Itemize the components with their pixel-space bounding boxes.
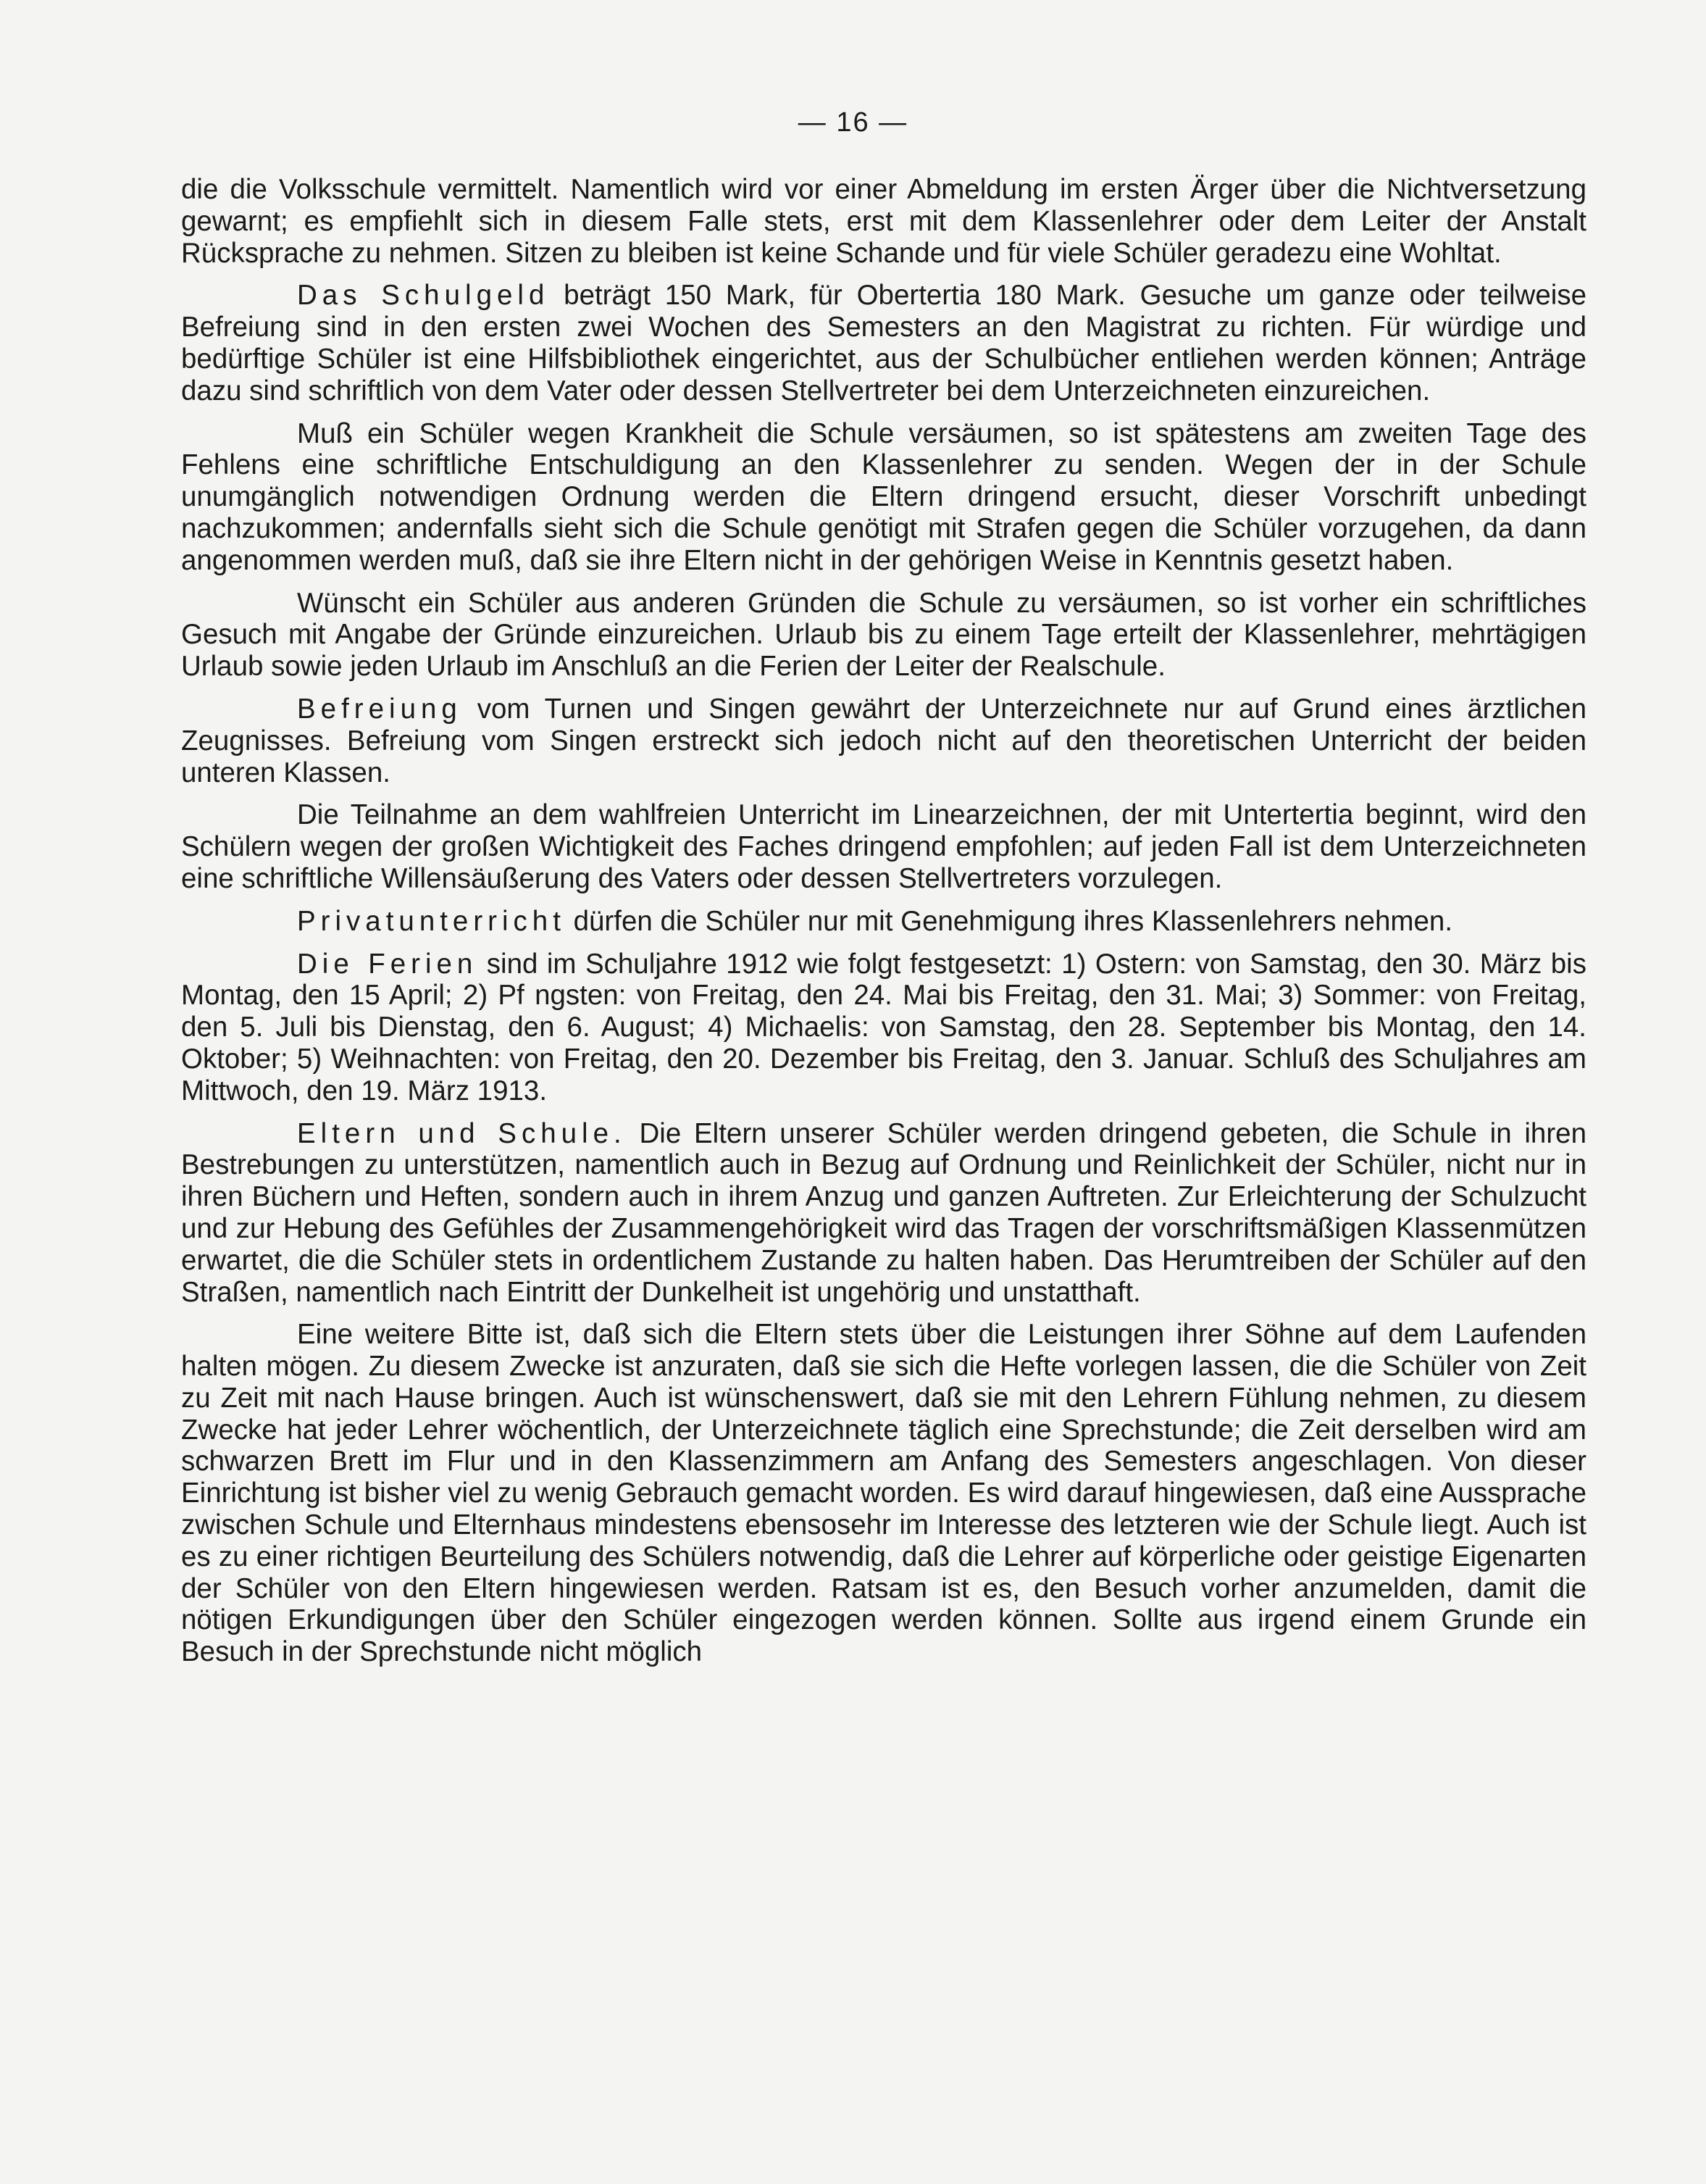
spaced-term: Das Schulgeld — [297, 280, 550, 312]
paragraph-eltern-und-schule: Eltern und Schule. Die Eltern unserer Schüler werden dringend gebeten, die Schule in ihren Bestrebungen zu unterstützen, namentlich auch in Bezug auf Ordnung und Reinlichkeit der Schüler, nicht nur in ihren Büchern und Heften, sondern auch in ihrem Anzug und ganzen Auftreten. Zur Erleichterung der Schulzucht und zur Hebung des Gefühles der Zusammengehörigkeit wird das Tragen der vorschriftsmäßigen Klassenmützen erwartet, die die Schüler stets in ordentlichem Zustande zu halten haben. Das Herumtreiben der Schüler auf den Straßen, namentlich nach Eintritt der Dunkelheit ist ungehörig und unstatthaft. — [181, 1117, 1586, 1308]
page-number: — 16 — — [798, 107, 908, 138]
paragraph-ferien: Die Ferien sind im Schuljahre 1912 wie folgt festgesetzt: 1) Ostern: von Samstag, den 30. März bis Montag, den 15 April; 2) Pf ngsten: von Freitag, den 24. Mai bis Freitag, den 31. Mai; 3) Sommer: von Freitag, den 5. Juli bis Dienstag, den 6. August; 4) Michaelis: von Samstag, den 28. September bis Montag, den 14. Oktober; 5) Weihnachten: von Freitag, den 20. Dezember bis Freitag, den 3. Januar. Schluß des Schuljahres am Mittwoch, den 19. März 1913. — [181, 948, 1586, 1106]
spaced-term: Die Ferien — [297, 948, 478, 980]
paragraph-privatunterricht: Privatunterricht dürfen die Schüler nur mit Genehmigung ihres Klassenlehrers nehmen. — [297, 905, 1453, 937]
paragraph-linearzeichnen: Die Teilnahme an dem wahlfreien Unterricht im Linearzeichnen, der mit Untertertia beginnt, wird den Schülern wegen der großen Wichtigkeit des Faches dringend empfohlen; auf jeden Fall ist dem Unterzeichneten eine schriftliche Willensäußerung des Vaters oder dessen Stellvertreters vorzulegen. — [181, 799, 1586, 894]
body-text — [181, 174, 1586, 1679]
paragraph-weitere-bitte: Eine weitere Bitte ist, daß sich die Eltern stets über die Leistungen ihrer Söhne auf dem Laufenden halten mögen. Zu diesem Zwecke ist anzuraten, daß sie sich die Hefte vorlegen lassen, die die Schüler von Zeit zu Zeit mit nach Hause bringen. Auch ist wünschenswert, daß sie mit den Lehrern Fühlung nehmen, zu diesem Zwecke hat jeder Lehrer wöchentlich, der Unterzeichnete täglich eine Sprechstunde; die Zeit derselben wird am schwarzen Brett im Flur und in den Klassenzimmern am Anfang des Semesters angeschlagen. Von dieser Einrichtung ist bisher viel zu wenig Gebrauch gemacht worden. Es wird darauf hingewiesen, daß eine Aussprache zwischen Schule und Elternhaus mindestens ebensosehr im Interesse des letzteren wie der Schule liegt. Auch ist es zu einer richtigen Beurteilung des Schülers notwendig, daß die Lehrer auf körperliche oder geistige Eigenarten der Schüler von den Eltern hingewiesen werden. Ratsam ist es, den Besuch vorher anzumelden, damit die nötigen Erkundigungen über den Schüler eingezogen werden können. Sollte aus irgend einem Grunde ein Besuch in der Sprechstunde nicht möglich — [181, 1319, 1586, 1668]
spaced-term: Privatunterricht — [297, 905, 566, 937]
paragraph-befreiung: Befreiung vom Turnen und Singen gewährt der Unterzeichnete nur auf Grund eines ärztlichen Zeugnisses. Befreiung vom Singen erstreckt sich jedoch nicht auf den theoretischen Unterricht der beiden unteren Klassen. — [181, 693, 1586, 788]
spaced-term: Eltern und Schule. — [297, 1117, 627, 1149]
paragraph-volksschule: die die Volksschule vermittelt. Namentlich wird vor einer Abmeldung im ersten Ärger über die Nichtversetzung gewarnt; es empfiehlt sich in diesem Falle stets, erst mit dem Klassenlehrer oder dem Leiter der Anstalt Rücksprache zu nehmen. Sitzen zu bleiben ist keine Schande und für viele Schüler geradezu eine Wohltat. — [181, 174, 1586, 269]
spaced-term: Befreiung — [297, 693, 462, 725]
paragraph-schulgeld: Das Schulgeld beträgt 150 Mark, für Obertertia 180 Mark. Gesuche um ganze oder teilweise Befreiung sind in den ersten zwei Wochen des Semesters an den Magistrat zu richten. Für würdige und bedürftige Schüler ist eine Hilfsbibliothek eingerichtet, aus der Schulbücher entliehen werden können; Anträge dazu sind schriftlich von dem Vater oder dessen Stellvertreter bei dem Unterzeichneten einzureichen. — [181, 280, 1586, 407]
paragraph-urlaub: Wünscht ein Schüler aus anderen Gründen die Schule zu versäumen, so ist vorher ein schriftliches Gesuch mit Angabe der Gründe einzureichen. Urlaub bis zu einem Tage erteilt der Klassenlehrer, mehrtägigen Urlaub sowie jeden Urlaub im Anschluß an die Ferien der Leiter der Realschule. — [181, 587, 1586, 683]
paragraph-krankheit: Muß ein Schüler wegen Krankheit die Schule versäumen, so ist spätestens am zweiten Tage des Fehlens eine schriftliche Entschuldigung an den Klassenlehrer zu senden. Wegen der in der Schule unumgänglich notwendigen Ordnung werden die Eltern dringend ersucht, dieser Vorschrift unbedingt nachzukommen; andernfalls sieht sich die Schule genötigt mit Strafen gegen die Schüler vorzugehen, da dann angenommen werden muß, daß sie ihre Eltern nicht in der gehörigen Weise in Kenntnis gesetzt haben. — [181, 417, 1586, 576]
